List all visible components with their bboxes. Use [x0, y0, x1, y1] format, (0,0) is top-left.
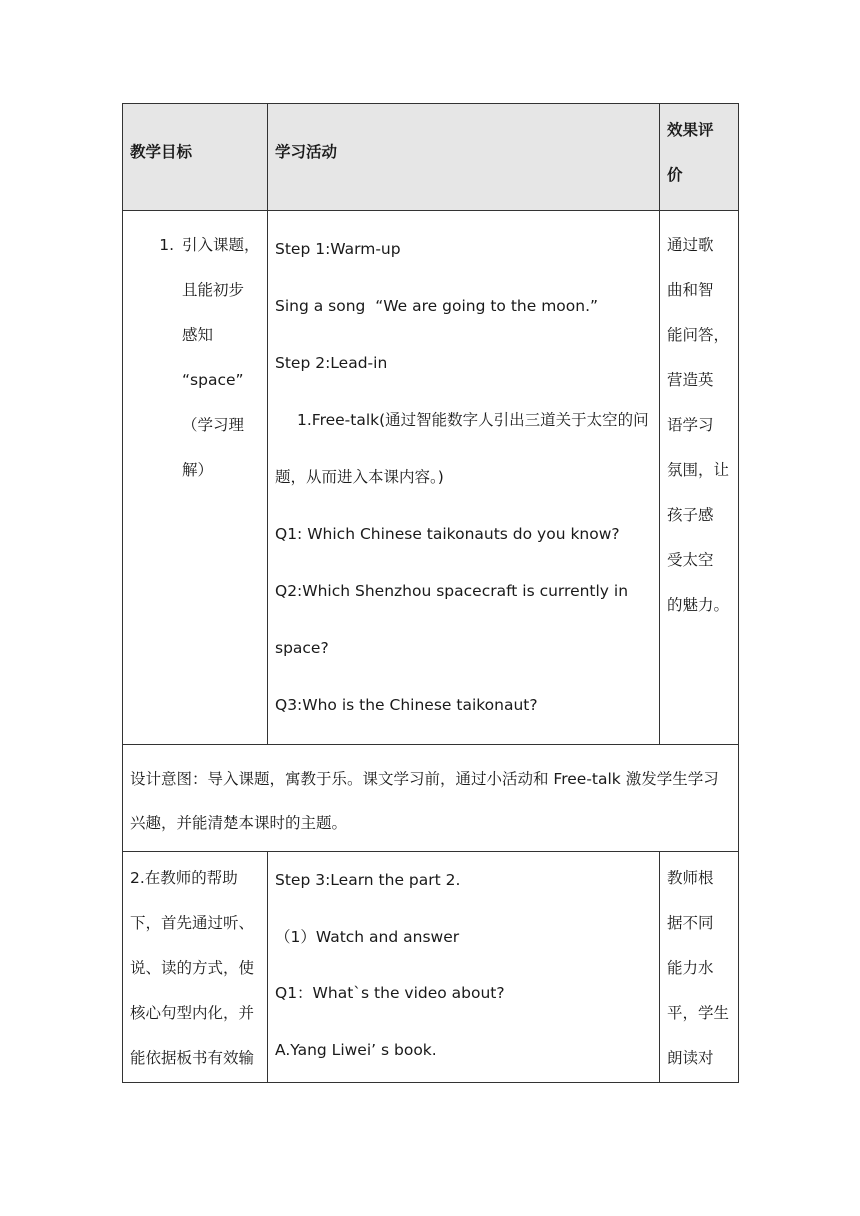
design-intent-line: 兴趣，并能清楚本课时的主题。	[130, 814, 348, 832]
activity-line: A.Yang Liwei’ s book.	[275, 1040, 437, 1059]
activity-line: 题，从而进入本课内容。)	[275, 468, 444, 486]
eval-line: 营造英	[667, 371, 714, 389]
activity-line: Sing a song “We are going to the moon.”	[275, 297, 599, 315]
header-activity: 学习活动	[275, 143, 338, 161]
goal-line: 解）	[182, 461, 214, 479]
goal-line: 下，首先通过听、	[130, 914, 255, 932]
lesson-plan-table	[122, 103, 739, 1083]
goal-line: 引入课题，	[182, 236, 260, 254]
eval-line: 能问答，	[667, 326, 730, 344]
header-goal-cell	[123, 104, 268, 211]
activity-line: Q1: Which Chinese taikonauts do you know?	[275, 525, 620, 543]
eval-line: 能力水	[667, 959, 714, 977]
goal-line: （学习理	[182, 416, 245, 434]
activity-line: Q3:Who is the Chinese taikonaut?	[275, 696, 538, 714]
header-eval-line: 效果评	[667, 121, 714, 139]
eval-line: 教师根	[667, 869, 714, 887]
eval-line: 通过歌	[667, 236, 714, 254]
eval-line: 语学习	[667, 416, 714, 434]
goal-line: “space”	[182, 371, 244, 389]
row-learn-part2	[123, 852, 739, 1083]
eval-line: 平，学生	[667, 1004, 730, 1022]
eval-line: 的魅力。	[667, 596, 730, 614]
activity-line: 1.Free-talk(通过智能数字人引出三道关于太空的问	[297, 411, 649, 429]
eval-line: 朗读对	[667, 1049, 714, 1067]
activity-line: Step 1:Warm-up	[275, 240, 401, 258]
activity-cell	[268, 211, 660, 745]
goal-cell	[123, 852, 268, 1083]
goal-line: 感知	[182, 326, 214, 344]
goal-number: 1.	[159, 236, 174, 254]
goal-text	[182, 223, 264, 493]
design-intent-row	[123, 745, 739, 852]
activity-line: Q1：What`s the video about?	[275, 984, 505, 1002]
goal-line: 说、读的方式，使	[130, 959, 255, 977]
activity-cell	[268, 852, 660, 1083]
activity-line: （1）Watch and answer	[275, 927, 460, 946]
activity-line: Step 2:Lead-in	[275, 354, 388, 372]
row-warmup	[123, 211, 739, 745]
activity-line: space?	[275, 639, 329, 657]
goal-line: 且能初步	[182, 281, 245, 299]
eval-line: 受太空	[667, 551, 714, 569]
header-goal: 教学目标	[130, 143, 193, 161]
goal-line: 核心句型内化，并	[130, 1004, 255, 1022]
activity-line: Step 3:Learn the part 2.	[275, 871, 461, 889]
eval-line: 孩子感	[667, 506, 714, 524]
eval-line: 氛围，让	[667, 461, 730, 479]
goal-line: 2.在教师的帮助	[130, 869, 238, 887]
header-eval-line: 价	[667, 166, 683, 184]
activity-line: Q2:Which Shenzhou spacecraft is currently in	[275, 582, 629, 600]
design-intent-cell	[123, 745, 739, 852]
eval-cell	[660, 211, 739, 745]
design-intent-line: 设计意图：导入课题，寓教于乐。课文学习前，通过小活动和 Free-talk 激发学生学习	[130, 770, 719, 788]
goal-cell	[123, 211, 268, 745]
eval-line: 据不同	[667, 914, 714, 932]
header-activity-cell	[268, 104, 660, 211]
header-eval-cell	[660, 104, 739, 211]
header-row	[123, 104, 739, 211]
goal-line: 能依据板书有效输	[130, 1049, 255, 1067]
eval-cell	[660, 852, 739, 1083]
eval-line: 曲和智	[667, 281, 714, 299]
